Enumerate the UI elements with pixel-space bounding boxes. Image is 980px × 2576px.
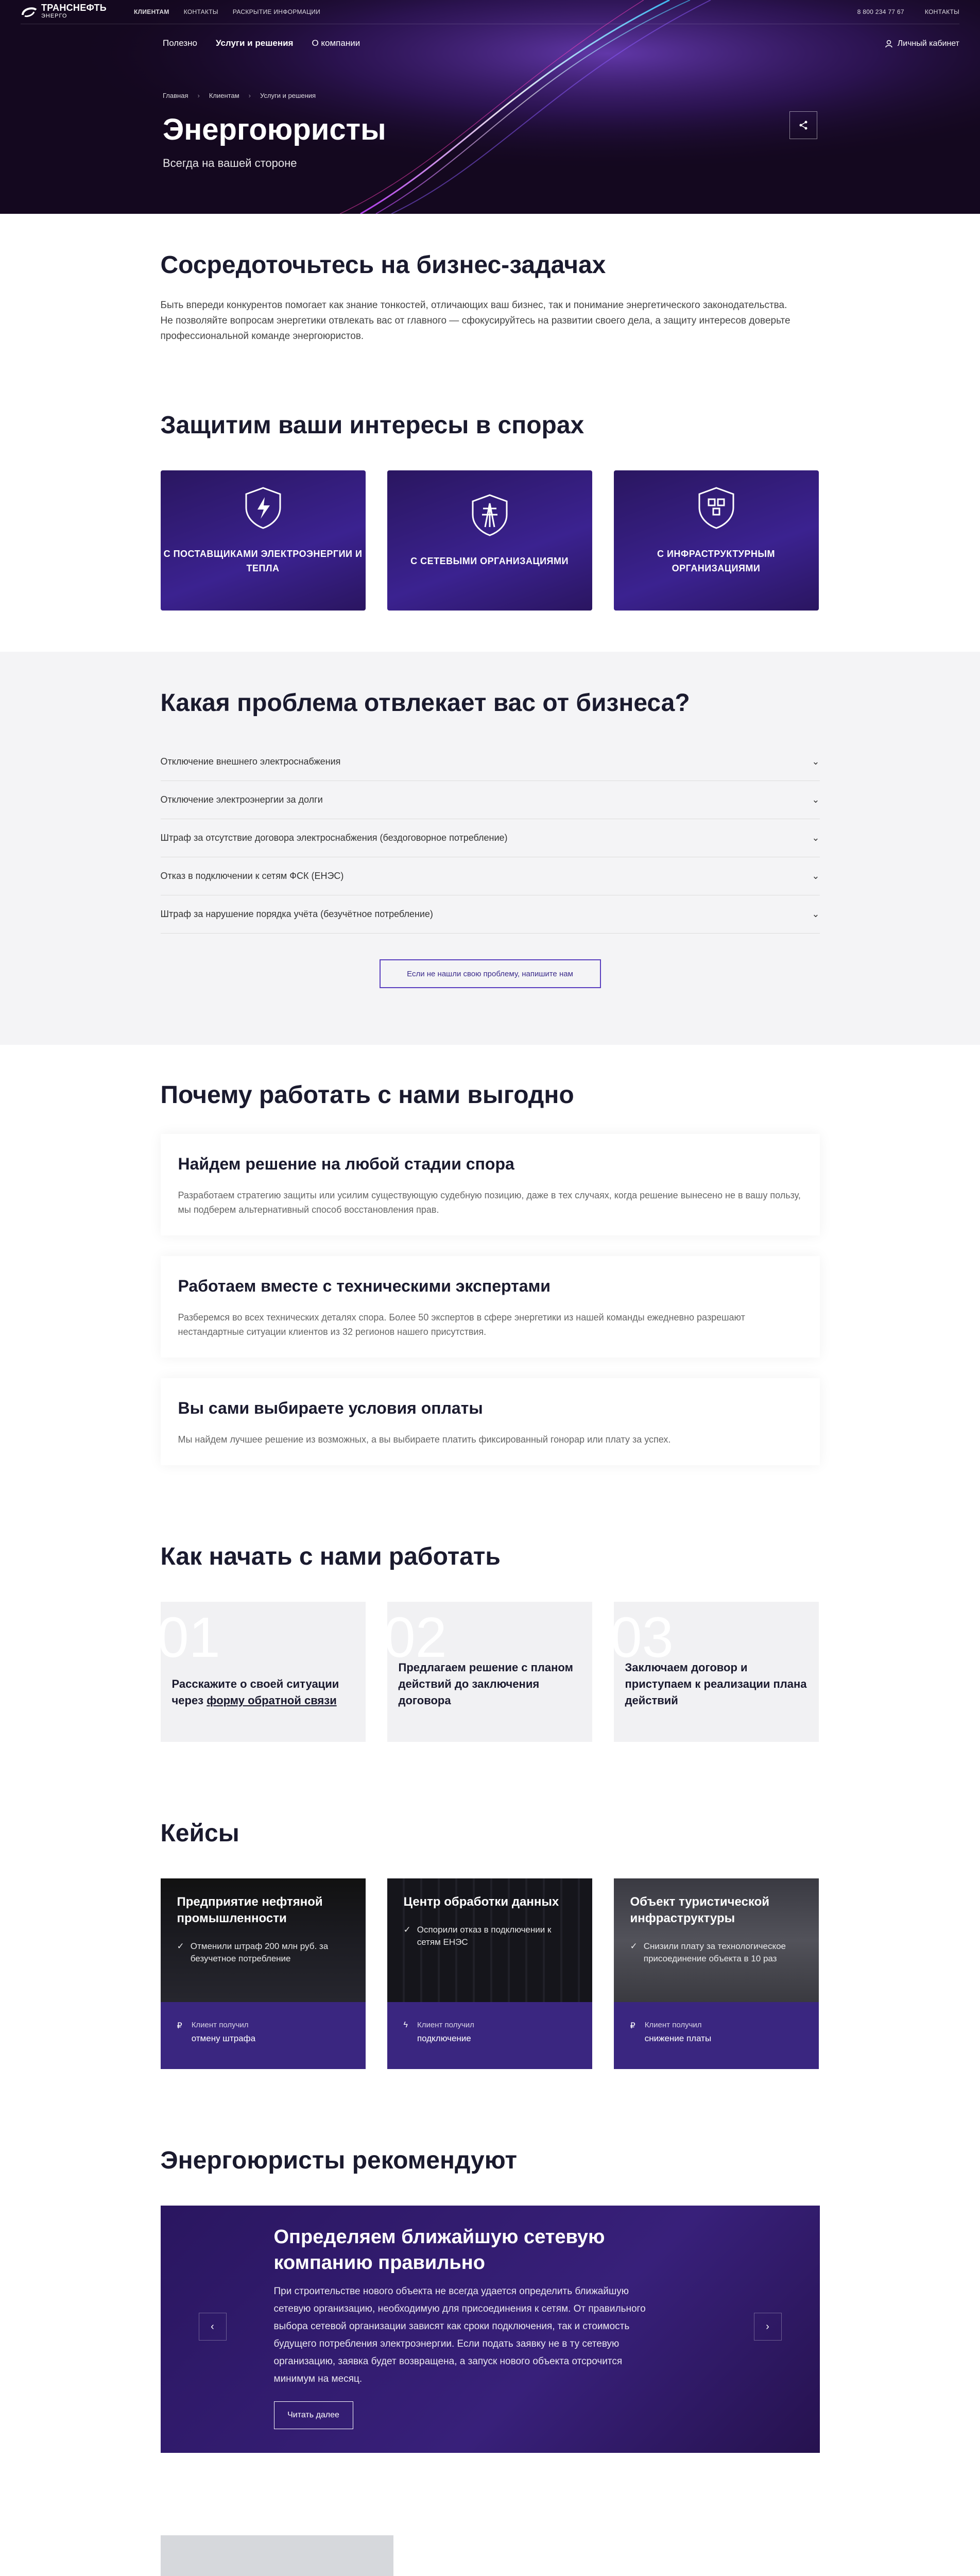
recommend-section [161,2069,820,2453]
breadcrumb-home[interactable]: Главная [163,92,188,99]
check-icon: ✓ [177,1941,184,1951]
brand-sub: ЭНЕРГО [41,13,67,19]
chevron-right-icon: › [766,2320,769,2332]
dispute-card-suppliers[interactable] [161,470,366,611]
write-us-button[interactable]: Если не нашли свою проблему, напишите нам [380,959,601,988]
protect-title: Защитим ваши интересы в спорах [160,412,584,439]
phone-link[interactable]: 8 800 234 77 67 [857,8,904,15]
lightning-shield-icon [240,485,286,531]
case-label: Клиент получил [644,2021,702,2029]
slider-next-button[interactable] [754,2313,782,2341]
cases-section [161,1742,820,2069]
benefit-title: Вы сами выбираете условия оплаты [178,1399,483,1417]
step-card [157,1602,366,1742]
case-card[interactable] [387,1878,592,2069]
nav-item-useful[interactable]: Полезно [163,38,197,48]
how-to-start-section [157,1465,820,1742]
slide-title: Определяем ближайшую сетевую компанию правильно [273,2226,605,2274]
breadcrumb-separator: › [197,92,200,99]
brand-logo[interactable] [21,4,134,20]
dispute-card-label: С ПОСТАВЩИКАМИ ЭЛЕКТРОЭНЕРГИИ И ТЕПЛА [163,549,363,573]
main-nav [163,38,360,48]
chevron-down-icon: ⌄ [812,756,820,767]
read-more-button[interactable]: Читать далее [274,2401,353,2429]
breadcrumb [163,92,316,99]
page-subtitle: Всегда на вашей стороне [163,157,297,170]
hero-background [0,0,980,214]
benefit-title: Работаем вместе с техническими экспертами [178,1277,551,1295]
page-title: Энергоюристы [163,113,386,146]
user-icon [885,40,892,48]
accordion-label: Отказ в подключении к сетям ФСК (ЕНЭС) [160,871,344,881]
accordion-label: Отключение внешнего электроснабжения [160,756,341,767]
protect-section [161,344,820,611]
accordion-item[interactable] [161,857,820,895]
breadcrumb-clients[interactable]: Клиентам [209,92,239,99]
case-result: Оспорили отказ в подключении к сетям ЕНЭС [417,1925,552,1947]
intro-title: Сосредоточьтесь на бизнес-задачах [160,251,606,279]
step-number: 02 [384,1606,447,1669]
cabinet-link[interactable] [885,39,959,48]
accordion-item[interactable] [161,819,820,857]
breadcrumb-separator: › [248,92,251,99]
accordion-label: Отключение электроэнергии за долги [160,794,323,805]
case-value: снижение платы [644,2033,712,2043]
accordion-item[interactable] [161,895,820,934]
case-label: Клиент получил [417,2021,474,2029]
lightning-icon: ϟ [403,2021,408,2029]
step-card [610,1602,819,1742]
case-result: Снизили плату за технологическое присоединение объекта в 10 раз [643,1941,786,1963]
top-links [134,8,320,15]
logo-swirl-icon [21,6,37,18]
case-label: Клиент получил [191,2021,249,2029]
nav-item-about[interactable]: О компании [312,38,360,48]
case-value: подключение [417,2033,471,2043]
brand-name: ТРАНСНЕФТЬ [41,3,107,13]
toplink-contacts[interactable]: КОНТАКТЫ [183,8,218,15]
step-number: 01 [157,1606,220,1669]
nav-item-services[interactable]: Услуги и решения [215,38,294,48]
accordion-item[interactable] [161,781,820,819]
expert-section [161,2535,820,2576]
case-title: Предприятие нефтяной промышленности [177,1895,323,1925]
ruble-icon: ₽ [177,2022,182,2030]
benefit-card [161,1378,820,1465]
case-title: Центр обработки данных [403,1895,559,1909]
power-tower-shield-icon [467,492,513,538]
start-title: Как начать с нами работать [160,1543,501,1570]
case-result: Отменили штраф 200 млн руб. за безучетное потребление [190,1941,329,1963]
case-value: отмену штрафа [191,2033,256,2043]
chevron-down-icon: ⌄ [812,794,820,805]
article-slider [161,2206,820,2453]
portrait-image [161,2535,393,2576]
check-icon: ✓ [630,1941,638,1951]
benefit-title: Найдем решение на любой стадии спора [178,1155,514,1173]
hero [0,0,980,214]
dispute-card-label: С СЕТЕВЫМИ ОРГАНИЗАЦИЯМИ [410,556,569,566]
contacts-link[interactable]: КОНТАКТЫ [924,8,959,15]
ruble-icon: ₽ [630,2022,635,2030]
why-section [161,1045,820,1465]
why-title: Почему работать с нами выгодно [160,1081,574,1109]
slide-text: При строительстве нового объекта не всегда удается определить ближайшую сетевую организацию, необходимую для присоединения к сетям. От правильного выбора сетевой организации зависят как сроки подключения, так и стоимость будущего потребления электроэнергии. Если подать заявку не в ту сетевую организацию, заявка будет возвращена, а запуск нового объекта отсрочится минимум на месяц. [273,2286,646,2384]
chevron-down-icon: ⌄ [812,909,820,919]
problems-title: Какая проблема отвлекает вас от бизнеса? [160,689,690,717]
cabinet-label: Личный кабинет [897,39,959,48]
toplink-clients[interactable]: КЛИЕНТАМ [134,8,169,15]
case-title: Объект туристической инфраструктуры [630,1895,770,1925]
share-icon [798,120,809,130]
step-text: Предлагаем решение с планом действий до заключения договора [398,1661,573,1707]
top-bar [0,0,980,24]
dispute-card-networks[interactable] [387,470,592,611]
breadcrumb-current: Услуги и решения [260,92,316,99]
benefit-text: Разработаем стратегию защиты или усилим существующую судебную позицию, даже в тех случаях, когда решение вынесено не в вашу пользу, мы подберем альтернативный способ восстановления прав. [178,1190,801,1215]
recommend-title: Энергоюристы рекомендуют [160,2147,518,2174]
step-number: 03 [610,1606,674,1669]
accordion-label: Штраф за нарушение порядка учёта (безучётное потребление) [160,909,433,919]
chevron-left-icon: ‹ [211,2320,214,2332]
chevron-down-icon: ⌄ [812,871,820,881]
intro-section [161,214,820,344]
dispute-card-infrastructure[interactable] [614,470,819,611]
step-text: Расскажите о своей ситуации через [171,1677,339,1707]
problems-section [0,652,980,1045]
slider-prev-button[interactable] [199,2313,227,2341]
chevron-down-icon: ⌄ [812,833,820,843]
share-button[interactable] [789,111,817,139]
benefit-text: Мы найдем лучшее решение из возможных, а вы выбираете платить фиксированный гонорар или плату за успех. [178,1434,671,1445]
case-card[interactable] [161,1878,366,2069]
dispute-card-label: С ИНФРАСТРУКТУРНЫМ ОРГАНИЗАЦИЯМИ [657,549,776,573]
step-text: Заключаем договор и приступаем к реализации плана действий [625,1661,807,1707]
expert-photo [161,2535,393,2576]
accordion-item[interactable] [161,743,820,781]
infrastructure-shield-icon [693,485,740,531]
feedback-form-link[interactable]: форму обратной связи [207,1694,337,1707]
cases-title: Кейсы [160,1820,239,1847]
step-card [384,1602,592,1742]
benefit-card [161,1256,820,1358]
benefit-text: Разберемся во всех технических деталях спора. Более 50 экспертов в сфере энергетики из нашей команды ежедневно разрешают нестандартные ситуации клиентов из 32 регионов нашего присутствия. [178,1312,745,1337]
benefit-card [161,1134,820,1235]
check-icon: ✓ [403,1925,411,1935]
intro-text: Быть впереди конкурентов помогает как знание тонкостей, отличающих ваш бизнес, так и понимание энергетического законодательства. Не позволяйте вопросам энергетики отвлекать вас от главного — сфокусируйтесь на развитии своего дела, а защиту интересов доверьте профессиональной команде энергоюристов. [160,300,790,342]
toplink-disclosure[interactable]: РАСКРЫТИЕ ИНФОРМАЦИИ [232,8,321,15]
accordion-label: Штраф за отсутствие договора электроснабжения (бездоговорное потребление) [160,833,508,843]
case-card[interactable] [614,1878,819,2069]
problems-accordion [161,743,820,934]
